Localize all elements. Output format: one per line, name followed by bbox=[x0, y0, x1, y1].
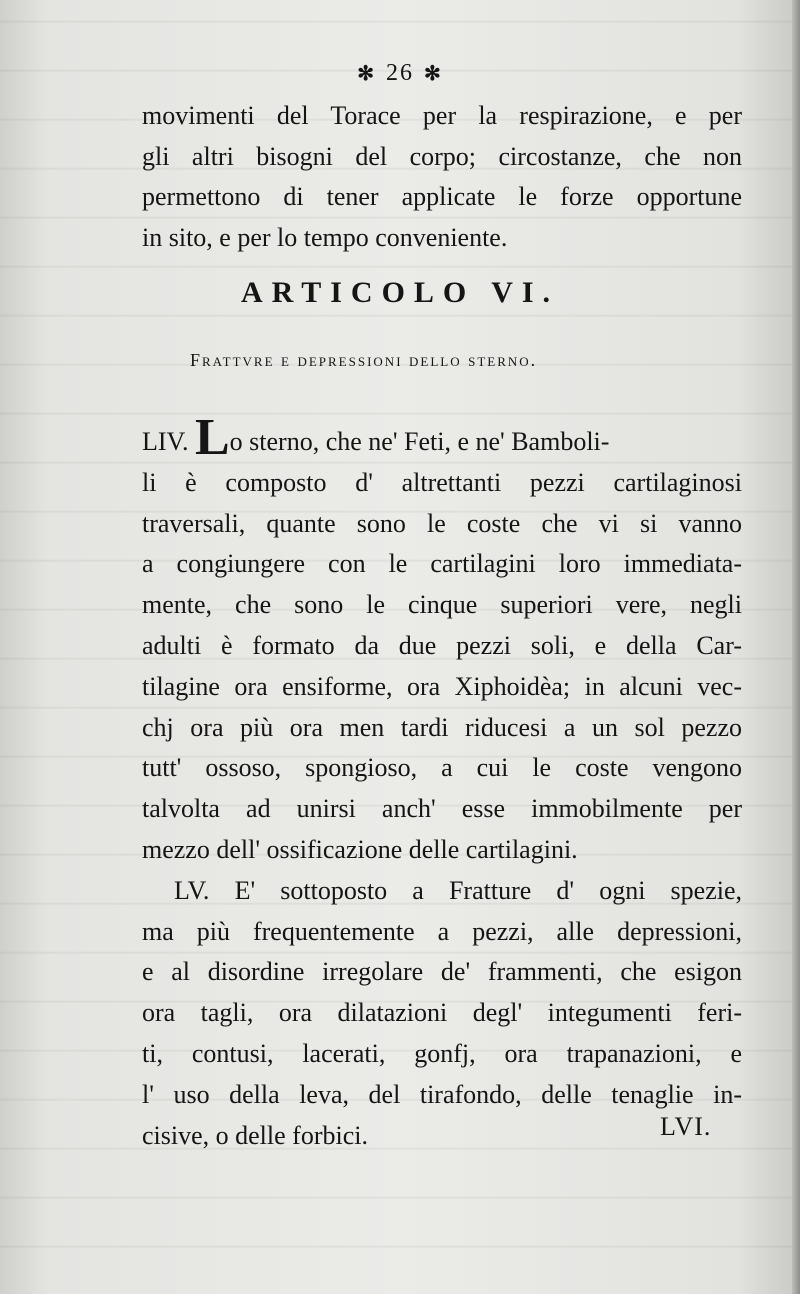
text-line: mente, che sono le cinque superiori vere, negli bbox=[142, 590, 742, 620]
ornament-left-icon: ✻ bbox=[357, 63, 376, 85]
text-line: movimenti del Torace per la respirazione, e per bbox=[142, 101, 742, 130]
text-line: chj ora più ora men tardi riducesi a un sol pezzo bbox=[142, 712, 742, 742]
text-line: permettono di tener applicate le forze opportune bbox=[142, 182, 742, 211]
text-line: talvolta ad unirsi anch' esse immobilmente per bbox=[142, 794, 742, 824]
drop-cap: L bbox=[194, 409, 230, 466]
text-line: o sterno, che ne' Feti, e ne' Bamboli- bbox=[229, 427, 610, 456]
ornament-right-icon: ✻ bbox=[424, 63, 443, 85]
text-line: tilagine ora ensiforme, ora Xiphoidèa; in alcuni vec- bbox=[142, 671, 742, 701]
article-heading: ARTICOLO VI. bbox=[240, 276, 560, 309]
text-line: l' uso della leva, del tirafondo, delle tenaglie in- bbox=[142, 1079, 742, 1109]
text-line: E' sottoposto a Fratture d' ogni spezie, bbox=[234, 875, 743, 905]
page-number: 26 bbox=[386, 60, 414, 86]
text-line: ma più frequentemente a pezzi, alle depressioni, bbox=[142, 916, 742, 946]
text-line: ti, contusi, lacerati, gonfj, ora trapanazioni, e bbox=[142, 1038, 742, 1068]
text-line: adulti è formato da due pezzi soli, e della Car- bbox=[142, 630, 742, 660]
text-line: a congiungere con le cartilagini loro immediata- bbox=[142, 549, 742, 579]
text-line: cisive, o delle forbici. bbox=[142, 1120, 368, 1150]
paragraphs bbox=[142, 409, 743, 1156]
intro-paragraph bbox=[142, 96, 742, 258]
paragraph-first-line bbox=[142, 871, 742, 912]
text-line: gli altri bisogni del corpo; circostanze, che non bbox=[142, 141, 742, 171]
text-line: in sito, e per lo tempo conveniente. bbox=[142, 222, 508, 252]
paragraph-number: LIV. bbox=[142, 427, 189, 456]
paragraph-first-line bbox=[142, 409, 742, 466]
text-line: traversali, quante sono le coste che vi si vanno bbox=[142, 508, 742, 538]
text-line: tutt' ossoso, spongioso, a cui le coste vengono bbox=[142, 753, 742, 783]
running-header bbox=[0, 60, 800, 87]
text-line: li è composto d' altrettanti pezzi cartilaginosi bbox=[142, 467, 742, 497]
text-line: ora tagli, ora dilatazioni degl' integumenti feri- bbox=[142, 998, 742, 1028]
catchword: LVI. bbox=[660, 1112, 712, 1141]
text-line: e al disordine irregolare de' frammenti, che esigon bbox=[142, 957, 742, 987]
text-line: mezzo dell' ossificazione delle cartilagini. bbox=[142, 834, 578, 864]
paragraph-number: LV. bbox=[174, 875, 210, 905]
page-edge bbox=[792, 0, 800, 1294]
article-subtitle: Frattvre e depressioni dello sterno. bbox=[190, 350, 538, 370]
